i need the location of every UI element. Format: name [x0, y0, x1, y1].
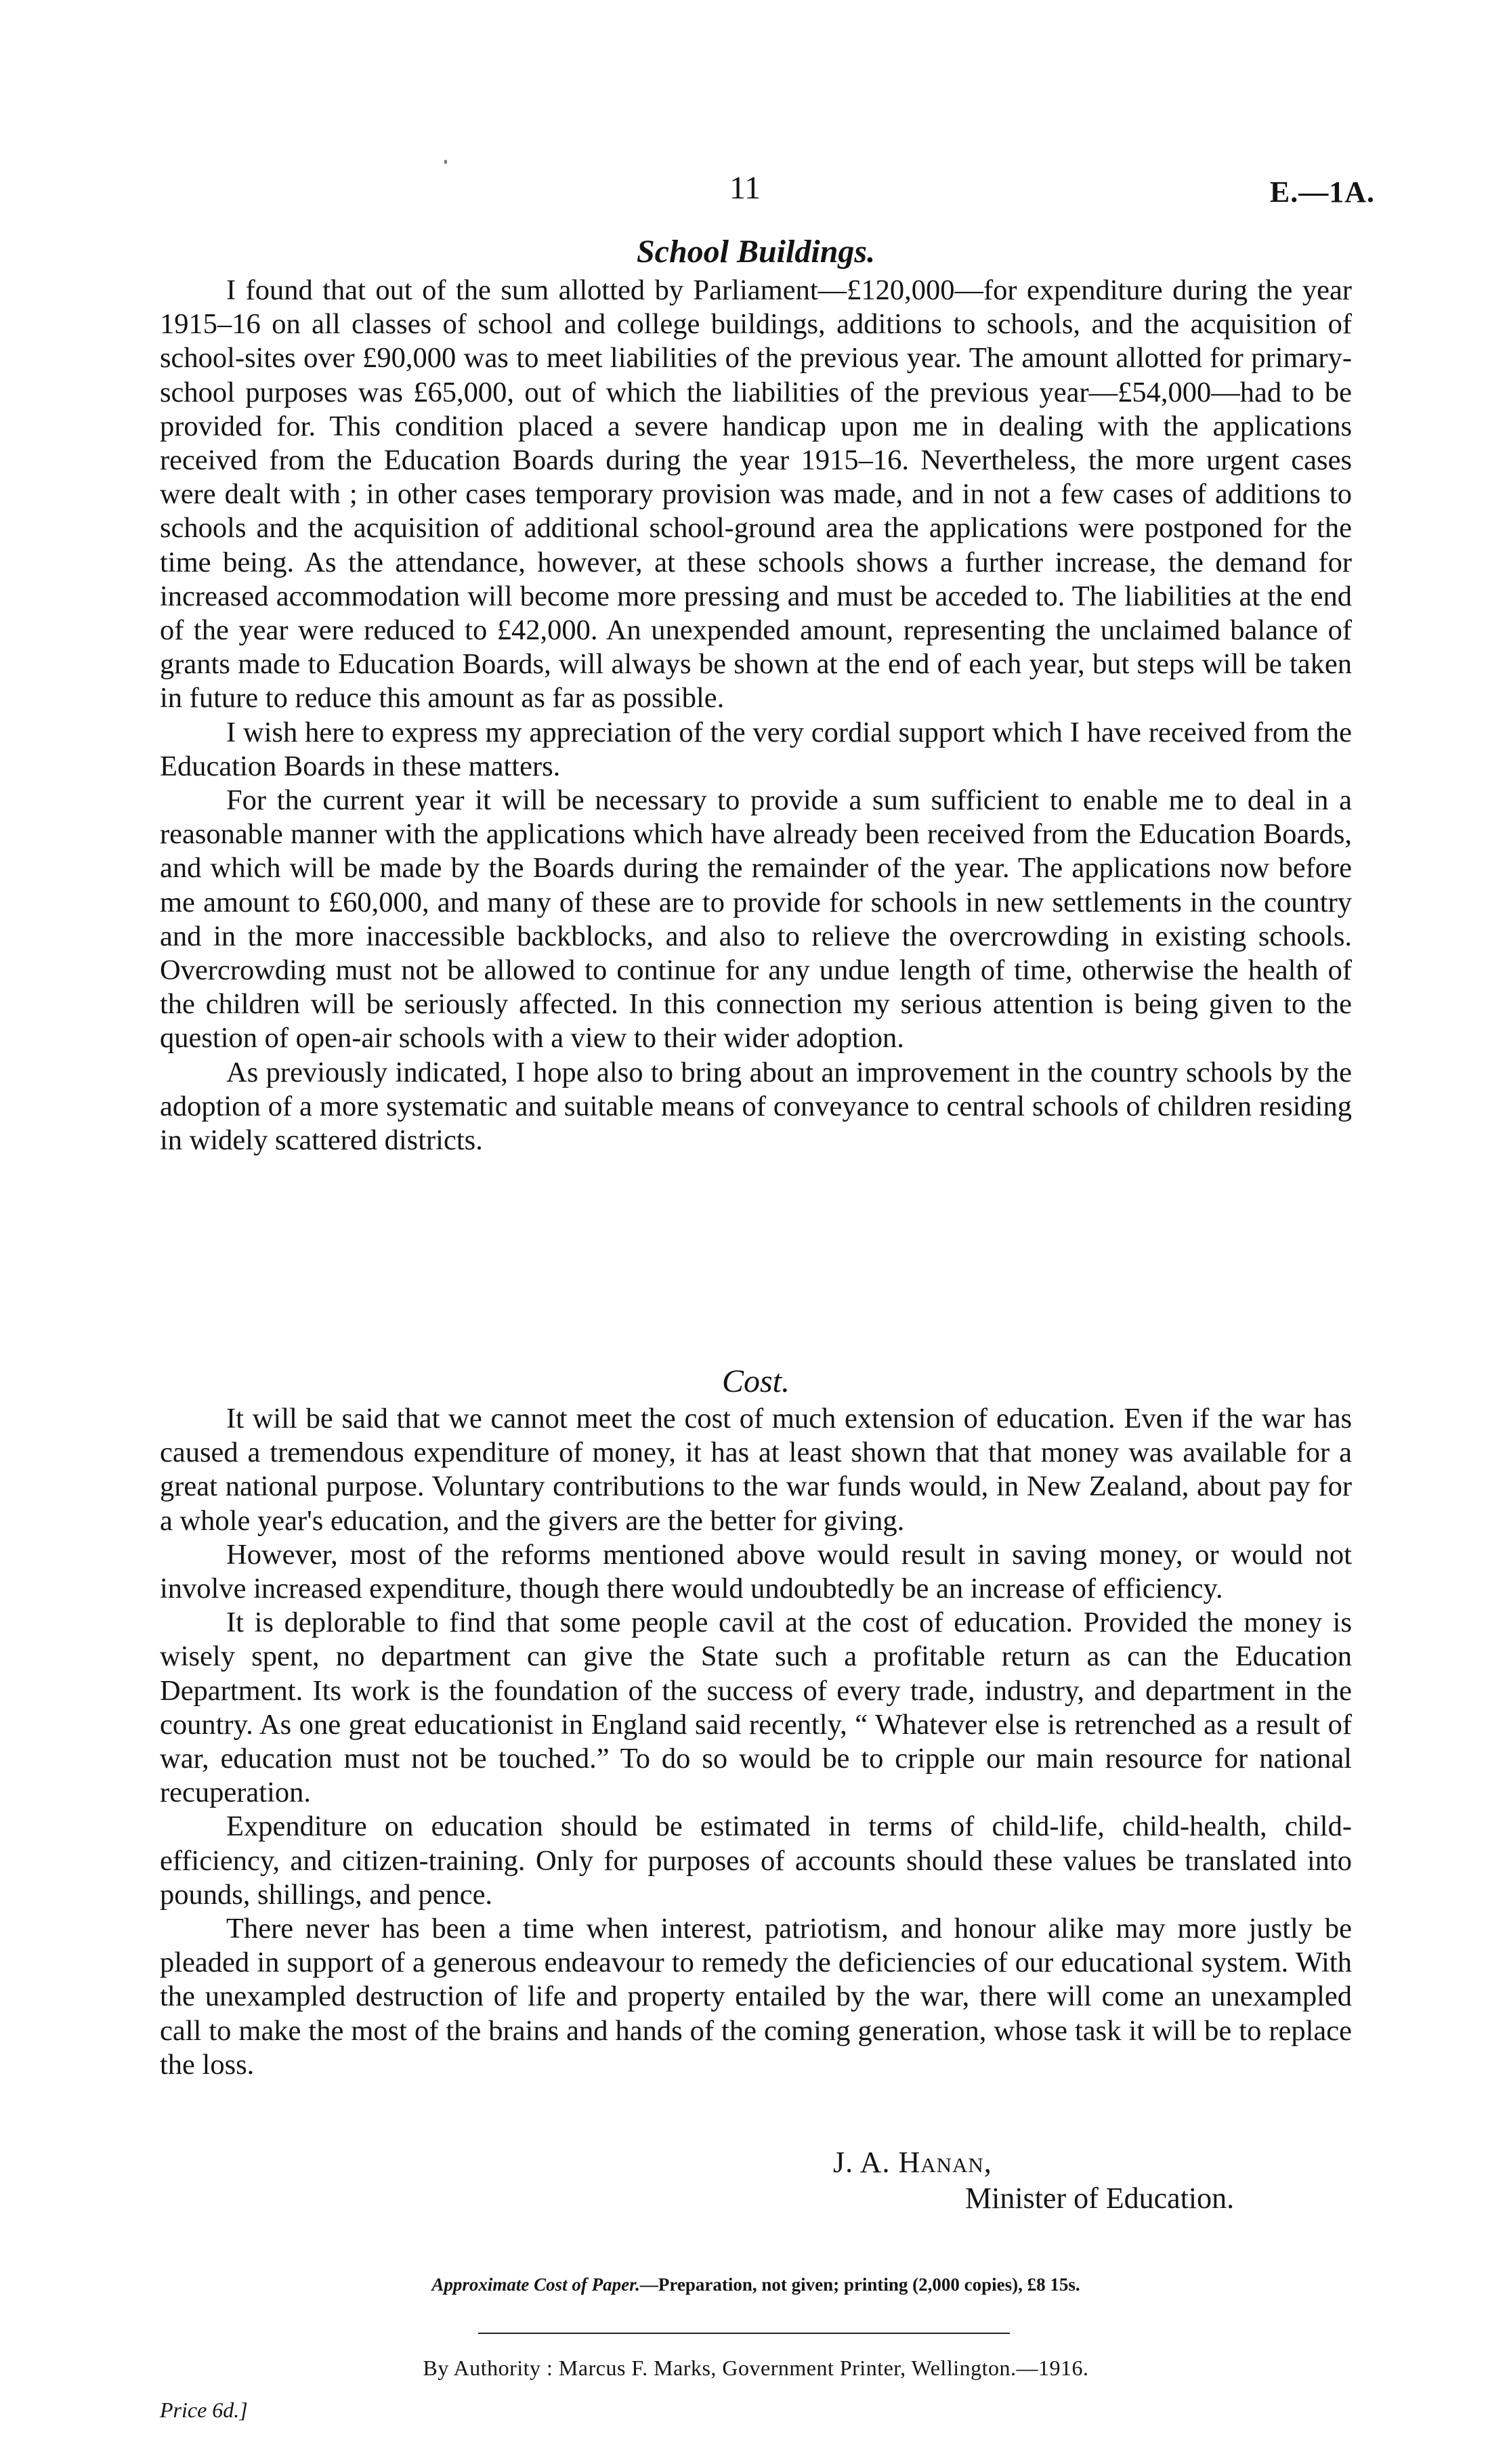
paragraph: I wish here to express my appreciation of the very cordial support which I have received from the Education Boards in these matters. [160, 716, 1352, 782]
page-number: 11 [729, 170, 761, 206]
print-speck [444, 160, 447, 164]
cost-note-text: —Preparation, not given; printing (2,000 copies), £8 15s. [639, 2274, 1080, 2295]
printer-authority: By Authority : Marcus F. Marks, Government Printer, Wellington.—1916. [423, 2356, 1089, 2380]
paragraph: It will be said that we cannot meet the cost of much extension of education. Even if the war has caused a tremendous expenditure of money, it has at least shown that that money was available for a great national purpose. Voluntary contributions to the war funds would, in New Zealand, about pay for a whole year's education, and the givers are the better for giving. [160, 1403, 1352, 1537]
report-code: E.—1A. [1269, 175, 1375, 209]
cost-body [160, 1402, 1352, 2082]
section-heading-cost: Cost. [721, 1363, 790, 1399]
price: Price 6d.] [160, 2398, 248, 2422]
paragraph: For the current year it will be necessary to provide a sum sufficient to enable me to deal in a reasonable manner with the applications which have already been received from the Education Boards, and which will be made by the Boards during the remainder of the year. The applications now before me amount to £60,000, and many of these are to provide for schools in new settlements in the country and in the more inaccessible backblocks, and also to relieve the overcrowding in existing schools. Overcrowding must not be allowed to continue for any undue length of time, otherwise the health of the children will be seriously affected. In this connection my serious attention is being given to the question of open-air schools with a view to their wider adoption. [160, 784, 1352, 1055]
paragraph: There never has been a time when interest, patriotism, and honour alike may more justly be pleaded in support of a generous endeavour to remedy the deficiencies of our educational system. With the unexampled destruction of life and property entailed by the war, there will come an unexampled call to make the most of the brains and hands of the coming generation, whose task it will be to replace the loss. [160, 1913, 1352, 2081]
school-buildings-body [160, 274, 1352, 1157]
paragraph: Expenditure on education should be estimated in terms of child-life, child-health, child-efficiency, and citizen-training. Only for purposes of accounts should these values be translated into pounds, shillings, and pence. [160, 1810, 1352, 1911]
paragraph: As previously indicated, I hope also to bring about an improvement in the country schools by the adoption of a more systematic and suitable means of conveyance to central schools of children residing in widely scattered districts. [160, 1056, 1352, 1157]
footer-divider [478, 2333, 1010, 2334]
paragraph: I found that out of the sum allotted by Parliament—£120,000—for expenditure during the year 1915–16 on all classes of school and college buildings, additions to schools, and the acquisition of school-sites over £90,000 was to meet liabilities of the previous year. The amount allotted for primary-school purposes was £65,000, out of which the liabilities of the previous year—£54,000—had to be provided for. This condition placed a severe handicap upon me in dealing with the applications received from the Education Boards during the year 1915–16. Nevertheless, the more urgent cases were dealt with ; in other cases temporary provision was made, and in not a few cases of additions to schools and the acquisition of additional school-ground area the applications were postponed for the time being. As the attendance, however, at these schools shows a further increase, the demand for increased accommodation will become more pressing and must be acceded to. The liabilities at the end of the year were reduced to £42,000. An unexpended amount, representing the unclaimed balance of grants made to Education Boards, will always be shown at the end of each year, but steps will be taken in future to reduce this amount as far as possible. [160, 274, 1352, 715]
signature-name: J. A. Hanan, [833, 2146, 992, 2179]
section-heading-school-buildings: School Buildings. [636, 234, 876, 270]
paragraph: It is deplorable to find that some people cavil at the cost of education. Provided the money is wisely spent, no department can give the State such a profitable return as can the Education Department. Its work is the foundation of the success of every trade, industry, and department in the country. As one great educationist in England said recently, “ Whatever else is retrenched as a result of war, education must not be touched.” To do so would be to cripple our main resource for national recuperation. [160, 1607, 1352, 1809]
paper-cost-note [160, 2274, 1352, 2295]
paragraph: However, most of the reforms mentioned above would result in saving money, or would not involve increased expenditure, though there would undoubtedly be an increase of efficiency. [160, 1538, 1352, 1605]
signature-title: Minister of Education. [965, 2182, 1235, 2215]
cost-note-label: Approximate Cost of Paper. [431, 2274, 640, 2295]
